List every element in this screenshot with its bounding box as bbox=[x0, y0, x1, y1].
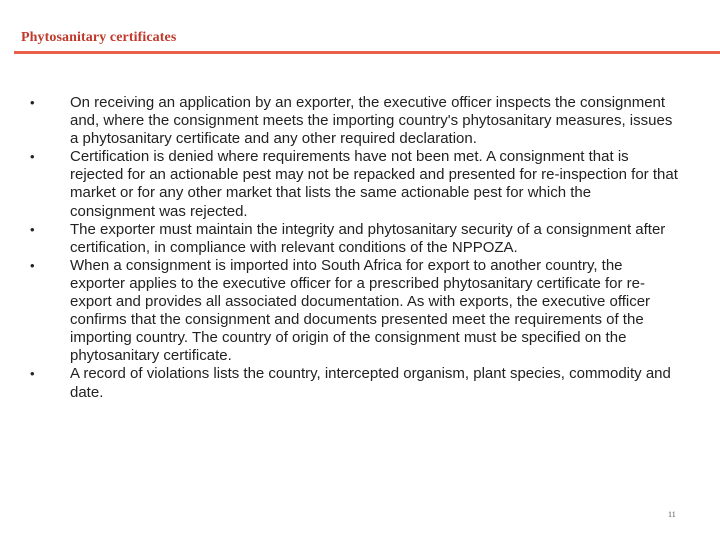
bullet-item bbox=[28, 94, 678, 148]
bullet-text: On receiving an application by an exporter, the executive officer inspects the consignment and, where the consignment meets the importing country's phytosanitary measures, issues a phytosanitary certificate and any other required declaration. bbox=[70, 94, 673, 148]
bullet-item bbox=[28, 148, 678, 220]
slide-title: Phytosanitary certificates bbox=[21, 30, 177, 45]
bullet-icon: • bbox=[30, 221, 35, 237]
bullet-icon: • bbox=[30, 95, 35, 110]
bullet-list bbox=[28, 94, 678, 402]
title-divider bbox=[14, 51, 720, 54]
bullet-text: A record of violations lists the country, intercepted organism, plant species, commodity and date. bbox=[70, 365, 671, 401]
bullet-item bbox=[28, 221, 678, 257]
bullet-text: When a consignment is imported into South Africa for export to another country, the exporter applies to the executive officer for a prescribed phytosanitary certificate for re-export and provides all associated documentation. As with exports, the executive officer confirms that the consignment and documents presented meet the requirements of the importing country. The country of origin of the consignment must be specified on the phytosanitary certificate. bbox=[70, 256, 651, 365]
bullet-item bbox=[28, 365, 678, 401]
bullet-icon: • bbox=[30, 366, 35, 382]
bullet-item bbox=[28, 257, 678, 366]
bullet-icon: • bbox=[30, 257, 35, 273]
bullet-text: The exporter must maintain the integrity and phytosanitary security of a consignment after certification, in compliance with relevant conditions of the NPPOZA. bbox=[70, 220, 666, 256]
page-number: 11 bbox=[668, 510, 676, 519]
bullet-icon: • bbox=[30, 149, 35, 165]
bullet-text: Certification is denied where requirements have not been met. A consignment that is rejected for an actionable pest may not be repacked and presented for re-inspection for that market or for any other market that lists the same actionable pest for which the consignment was rejected. bbox=[70, 148, 678, 220]
